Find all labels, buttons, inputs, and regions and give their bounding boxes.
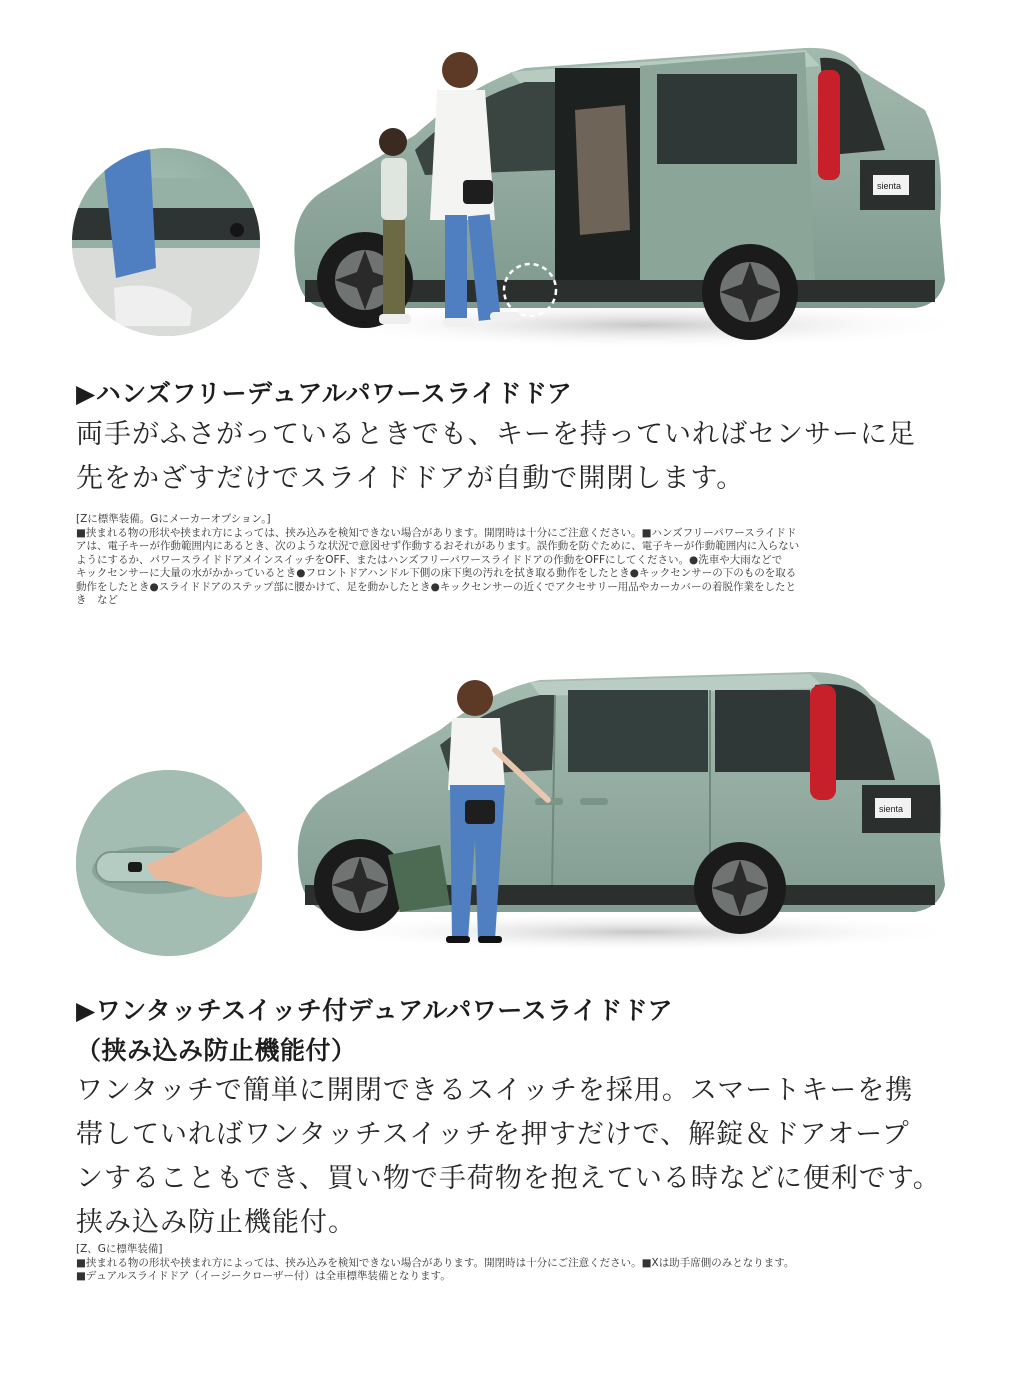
note-line: [Zに標準装備。Gにメーカーオプション。] bbox=[76, 513, 271, 525]
heading-handsfree: ▶ハンズフリーデュアルパワースライドドア bbox=[76, 379, 573, 408]
note-line: き など bbox=[76, 594, 118, 606]
body-onetouch bbox=[76, 1069, 941, 1245]
inset-detail-door-switch bbox=[76, 770, 262, 956]
body-line: ンすることもでき、買い物で手荷物を抱えている時などに便利です。 bbox=[76, 1163, 941, 1194]
note-line: 動作をしたとき●スライドドアのステップ部に腰かけて、足を動かしたとき●キックセンサーの近くでアクセサリー用品やカーカバーの着脱作業をしたと bbox=[76, 580, 797, 593]
body-line: 帯していればワンタッチスイッチを押すだけで、解錠＆ドアオープ bbox=[76, 1119, 910, 1150]
rear-wheel bbox=[694, 842, 786, 934]
note-line: ■デュアルスライドドア（イージークローザー付）は全車標準装備となります。 bbox=[76, 1270, 451, 1282]
rear-wheel bbox=[702, 244, 798, 340]
heading-onetouch bbox=[76, 991, 673, 1071]
notes-handsfree bbox=[76, 513, 956, 608]
body-handsfree bbox=[76, 413, 916, 501]
notes-onetouch bbox=[76, 1243, 956, 1284]
car-scene-image bbox=[285, 30, 955, 350]
note-line: アは、電子キーが作動範囲内にあるとき、次のような状況で意図せず作動するおそれがあります。誤作動を防ぐために、電子キーが作動範囲内に入らない bbox=[76, 540, 800, 552]
body-line: 挟み込み防止機能付。 bbox=[76, 1207, 356, 1238]
note-line: ■挟まれる物の形状や挟まれ方によっては、挟み込みを検知できない場合があります。開閉時は十分にご注意ください。■Xは助手席側のみとなります。 bbox=[76, 1256, 795, 1269]
inset-detail-kick-sensor bbox=[72, 148, 260, 336]
note-line: キックセンサーに大量の水がかかっているとき●フロントドアハンドル下側の床下奥の汚れを拭き取る動作をしたとき●キックセンサーの下のものを取る bbox=[76, 567, 797, 579]
section-onetouch bbox=[0, 650, 1024, 1350]
note-line: ようにするか、パワースライドドアメインスイッチをOFF、またはハンズフリーパワースライドドアの作動をOFFにしてください。●洗車や大雨などで bbox=[76, 553, 783, 566]
car-badge: sienta bbox=[879, 804, 904, 814]
body-line: 両手がふさがっているときでも、キーを持っていればセンサーに足 bbox=[76, 419, 916, 450]
note-line: [Z、Gに標準装備] bbox=[76, 1243, 163, 1255]
heading-line: ▶ワンタッチスイッチ付デュアルパワースライドドア bbox=[76, 996, 673, 1025]
car-scene-image bbox=[290, 650, 950, 950]
heading-line: （挟み込み防止機能付） bbox=[76, 1036, 357, 1065]
section-handsfree bbox=[0, 0, 1024, 640]
body-line: ワンタッチで簡単に開閉できるスイッチを採用。スマートキーを携 bbox=[76, 1075, 914, 1106]
note-line: ■挟まれる物の形状や挟まれ方によっては、挟み込みを検知できない場合があります。開閉時は十分にご注意ください。■ハンズフリーパワースライドド bbox=[76, 526, 797, 539]
body-line: 先をかざすだけでスライドドアが自動で開閉します。 bbox=[76, 463, 745, 494]
front-wheel bbox=[314, 839, 406, 931]
car-badge: sienta bbox=[877, 181, 902, 191]
